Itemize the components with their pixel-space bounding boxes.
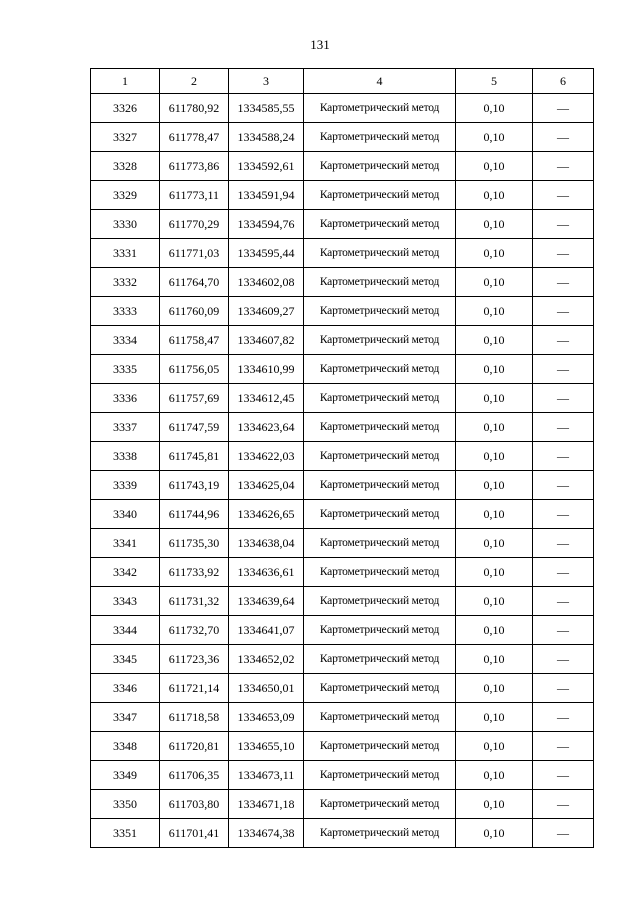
table-row (91, 732, 594, 761)
x-coordinate-cell: 611760,09 (160, 297, 229, 326)
point-number-cell: 3347 (91, 703, 160, 732)
x-coordinate-cell: 611718,58 (160, 703, 229, 732)
accuracy-cell: 0,10 (456, 529, 533, 558)
method-cell: Картометрический метод (304, 297, 456, 326)
accuracy-cell: 0,10 (456, 210, 533, 239)
description-cell: — (533, 674, 594, 703)
table-body (91, 94, 594, 848)
method-cell: Картометрический метод (304, 587, 456, 616)
table-row (91, 616, 594, 645)
x-coordinate-cell: 611773,11 (160, 181, 229, 210)
description-cell: — (533, 471, 594, 500)
x-coordinate-cell: 611733,92 (160, 558, 229, 587)
accuracy-cell: 0,10 (456, 732, 533, 761)
column-header-1: 1 (91, 69, 160, 94)
point-number-cell: 3336 (91, 384, 160, 413)
table-row (91, 181, 594, 210)
y-coordinate-cell: 1334650,01 (229, 674, 304, 703)
method-cell: Картометрический метод (304, 790, 456, 819)
x-coordinate-cell: 611743,19 (160, 471, 229, 500)
y-coordinate-cell: 1334592,61 (229, 152, 304, 181)
method-cell: Картометрический метод (304, 703, 456, 732)
x-coordinate-cell: 611771,03 (160, 239, 229, 268)
description-cell: — (533, 326, 594, 355)
x-coordinate-cell: 611758,47 (160, 326, 229, 355)
x-coordinate-cell: 611706,35 (160, 761, 229, 790)
point-number-cell: 3350 (91, 790, 160, 819)
method-cell: Картометрический метод (304, 326, 456, 355)
method-cell: Картометрический метод (304, 500, 456, 529)
accuracy-cell: 0,10 (456, 761, 533, 790)
point-number-cell: 3328 (91, 152, 160, 181)
point-number-cell: 3341 (91, 529, 160, 558)
x-coordinate-cell: 611756,05 (160, 355, 229, 384)
accuracy-cell: 0,10 (456, 442, 533, 471)
accuracy-cell: 0,10 (456, 181, 533, 210)
point-number-cell: 3331 (91, 239, 160, 268)
accuracy-cell: 0,10 (456, 123, 533, 152)
accuracy-cell: 0,10 (456, 500, 533, 529)
accuracy-cell: 0,10 (456, 558, 533, 587)
y-coordinate-cell: 1334610,99 (229, 355, 304, 384)
description-cell: — (533, 123, 594, 152)
point-number-cell: 3351 (91, 819, 160, 848)
method-cell: Картометрический метод (304, 181, 456, 210)
table-row (91, 674, 594, 703)
description-cell: — (533, 210, 594, 239)
table-row (91, 819, 594, 848)
description-cell: — (533, 413, 594, 442)
x-coordinate-cell: 611757,69 (160, 384, 229, 413)
method-cell: Картометрический метод (304, 239, 456, 268)
column-header-2: 2 (160, 69, 229, 94)
y-coordinate-cell: 1334636,61 (229, 558, 304, 587)
x-coordinate-cell: 611701,41 (160, 819, 229, 848)
description-cell: — (533, 239, 594, 268)
accuracy-cell: 0,10 (456, 819, 533, 848)
point-number-cell: 3338 (91, 442, 160, 471)
table-row (91, 645, 594, 674)
x-coordinate-cell: 611723,36 (160, 645, 229, 674)
x-coordinate-cell: 611747,59 (160, 413, 229, 442)
method-cell: Картометрический метод (304, 123, 456, 152)
y-coordinate-cell: 1334673,11 (229, 761, 304, 790)
table-row (91, 790, 594, 819)
description-cell: — (533, 442, 594, 471)
accuracy-cell: 0,10 (456, 326, 533, 355)
y-coordinate-cell: 1334671,18 (229, 790, 304, 819)
accuracy-cell: 0,10 (456, 239, 533, 268)
y-coordinate-cell: 1334622,03 (229, 442, 304, 471)
description-cell: — (533, 152, 594, 181)
y-coordinate-cell: 1334609,27 (229, 297, 304, 326)
point-number-cell: 3326 (91, 94, 160, 123)
y-coordinate-cell: 1334594,76 (229, 210, 304, 239)
point-number-cell: 3333 (91, 297, 160, 326)
x-coordinate-cell: 611780,92 (160, 94, 229, 123)
page-number: 131 (310, 37, 330, 52)
y-coordinate-cell: 1334625,04 (229, 471, 304, 500)
table-row (91, 355, 594, 384)
table-row (91, 326, 594, 355)
x-coordinate-cell: 611735,30 (160, 529, 229, 558)
table-row (91, 529, 594, 558)
accuracy-cell: 0,10 (456, 152, 533, 181)
accuracy-cell: 0,10 (456, 413, 533, 442)
table-row (91, 413, 594, 442)
accuracy-cell: 0,10 (456, 384, 533, 413)
y-coordinate-cell: 1334626,65 (229, 500, 304, 529)
accuracy-cell: 0,10 (456, 355, 533, 384)
accuracy-cell: 0,10 (456, 703, 533, 732)
table-row (91, 442, 594, 471)
y-coordinate-cell: 1334638,04 (229, 529, 304, 558)
method-cell: Картометрический метод (304, 732, 456, 761)
x-coordinate-cell: 611764,70 (160, 268, 229, 297)
table-row (91, 239, 594, 268)
table-row (91, 703, 594, 732)
description-cell: — (533, 529, 594, 558)
x-coordinate-cell: 611720,81 (160, 732, 229, 761)
accuracy-cell: 0,10 (456, 790, 533, 819)
table-row (91, 500, 594, 529)
y-coordinate-cell: 1334602,08 (229, 268, 304, 297)
point-number-cell: 3330 (91, 210, 160, 239)
table-row (91, 297, 594, 326)
method-cell: Картометрический метод (304, 384, 456, 413)
accuracy-cell: 0,10 (456, 94, 533, 123)
description-cell: — (533, 94, 594, 123)
y-coordinate-cell: 1334652,02 (229, 645, 304, 674)
description-cell: — (533, 790, 594, 819)
point-number-cell: 3345 (91, 645, 160, 674)
point-number-cell: 3346 (91, 674, 160, 703)
point-number-cell: 3344 (91, 616, 160, 645)
method-cell: Картометрический метод (304, 674, 456, 703)
description-cell: — (533, 761, 594, 790)
point-number-cell: 3340 (91, 500, 160, 529)
method-cell: Картометрический метод (304, 471, 456, 500)
y-coordinate-cell: 1334612,45 (229, 384, 304, 413)
y-coordinate-cell: 1334674,38 (229, 819, 304, 848)
description-cell: — (533, 616, 594, 645)
method-cell: Картометрический метод (304, 152, 456, 181)
accuracy-cell: 0,10 (456, 471, 533, 500)
point-number-cell: 3349 (91, 761, 160, 790)
table-row (91, 152, 594, 181)
y-coordinate-cell: 1334641,07 (229, 616, 304, 645)
method-cell: Картометрический метод (304, 558, 456, 587)
y-coordinate-cell: 1334653,09 (229, 703, 304, 732)
method-cell: Картометрический метод (304, 268, 456, 297)
x-coordinate-cell: 611721,14 (160, 674, 229, 703)
table-row (91, 123, 594, 152)
description-cell: — (533, 587, 594, 616)
table-row (91, 210, 594, 239)
table-row (91, 471, 594, 500)
x-coordinate-cell: 611703,80 (160, 790, 229, 819)
accuracy-cell: 0,10 (456, 297, 533, 326)
coordinates-table (90, 68, 594, 848)
description-cell: — (533, 384, 594, 413)
description-cell: — (533, 703, 594, 732)
description-cell: — (533, 500, 594, 529)
description-cell: — (533, 732, 594, 761)
x-coordinate-cell: 611744,96 (160, 500, 229, 529)
method-cell: Картометрический метод (304, 94, 456, 123)
description-cell: — (533, 268, 594, 297)
x-coordinate-cell: 611773,86 (160, 152, 229, 181)
point-number-cell: 3334 (91, 326, 160, 355)
description-cell: — (533, 558, 594, 587)
point-number-cell: 3335 (91, 355, 160, 384)
y-coordinate-cell: 1334623,64 (229, 413, 304, 442)
table-row (91, 94, 594, 123)
method-cell: Картометрический метод (304, 442, 456, 471)
column-header-3: 3 (229, 69, 304, 94)
column-header-4: 4 (304, 69, 456, 94)
method-cell: Картометрический метод (304, 413, 456, 442)
point-number-cell: 3327 (91, 123, 160, 152)
y-coordinate-cell: 1334595,44 (229, 239, 304, 268)
x-coordinate-cell: 611770,29 (160, 210, 229, 239)
x-coordinate-cell: 611778,47 (160, 123, 229, 152)
accuracy-cell: 0,10 (456, 645, 533, 674)
description-cell: — (533, 645, 594, 674)
table-row (91, 384, 594, 413)
y-coordinate-cell: 1334585,55 (229, 94, 304, 123)
method-cell: Картометрический метод (304, 529, 456, 558)
point-number-cell: 3339 (91, 471, 160, 500)
method-cell: Картометрический метод (304, 645, 456, 674)
point-number-cell: 3332 (91, 268, 160, 297)
description-cell: — (533, 819, 594, 848)
column-header-6: 6 (533, 69, 594, 94)
table-row (91, 587, 594, 616)
point-number-cell: 3342 (91, 558, 160, 587)
table-row (91, 268, 594, 297)
y-coordinate-cell: 1334655,10 (229, 732, 304, 761)
method-cell: Картометрический метод (304, 761, 456, 790)
point-number-cell: 3337 (91, 413, 160, 442)
method-cell: Картометрический метод (304, 616, 456, 645)
description-cell: — (533, 181, 594, 210)
y-coordinate-cell: 1334607,82 (229, 326, 304, 355)
description-cell: — (533, 297, 594, 326)
method-cell: Картометрический метод (304, 210, 456, 239)
y-coordinate-cell: 1334588,24 (229, 123, 304, 152)
x-coordinate-cell: 611745,81 (160, 442, 229, 471)
y-coordinate-cell: 1334591,94 (229, 181, 304, 210)
x-coordinate-cell: 611731,32 (160, 587, 229, 616)
point-number-cell: 3329 (91, 181, 160, 210)
accuracy-cell: 0,10 (456, 674, 533, 703)
y-coordinate-cell: 1334639,64 (229, 587, 304, 616)
column-header-5: 5 (456, 69, 533, 94)
accuracy-cell: 0,10 (456, 268, 533, 297)
table-row (91, 558, 594, 587)
point-number-cell: 3343 (91, 587, 160, 616)
description-cell: — (533, 355, 594, 384)
table-header-row (91, 69, 594, 94)
accuracy-cell: 0,10 (456, 616, 533, 645)
point-number-cell: 3348 (91, 732, 160, 761)
x-coordinate-cell: 611732,70 (160, 616, 229, 645)
accuracy-cell: 0,10 (456, 587, 533, 616)
method-cell: Картометрический метод (304, 819, 456, 848)
method-cell: Картометрический метод (304, 355, 456, 384)
table-row (91, 761, 594, 790)
